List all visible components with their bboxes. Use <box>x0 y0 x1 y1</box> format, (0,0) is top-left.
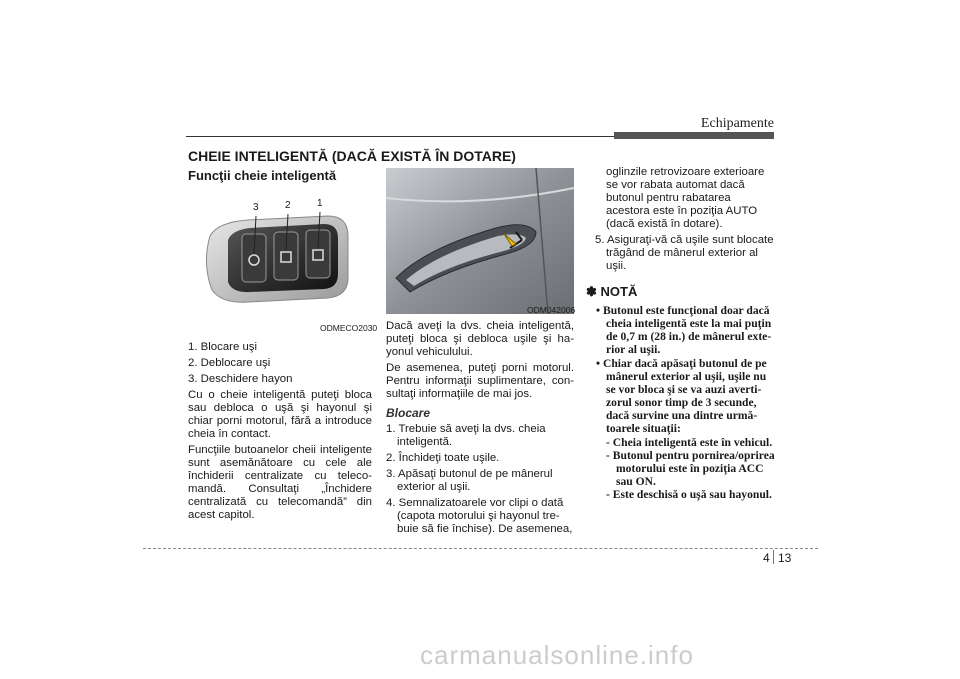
step-item: 1. Trebuie să aveţi la dvs. cheia inteligentă. <box>386 423 546 448</box>
smart-key-illustration <box>188 186 372 334</box>
blocare-heading: Blocare <box>386 406 431 420</box>
subheading: Funcţii cheie inteligentă <box>188 168 337 183</box>
list-item: 2. Deblocare uşi <box>188 357 271 369</box>
list-item: 1. Blocare uşi <box>188 341 258 353</box>
paragraph: De asemenea, puteţi porni motorul. Pentru informaţii suplimentare, consultaţi informaţiile de mai jos. <box>386 362 574 400</box>
note-title: ✽ NOTĂ <box>586 284 638 299</box>
section-title: CHEIE INTELIGENTĂ (DACĂ EXISTĂ ÎN DOTARE) <box>188 148 516 164</box>
door-handle-photo <box>386 168 574 314</box>
figure1-caption: ODMECO2030 <box>320 323 378 333</box>
smart-key-figure <box>188 186 372 334</box>
chapter-header-title: Echipamente <box>700 116 774 131</box>
note-dash-item: - Butonul pentru pornirea/oprirea motorului este în poziţia ACC sau ON. <box>606 449 775 488</box>
note-bullet: • Chiar dacă apăsaţi butonul de pe mânerul exterior al uşii, uşile nu se vor bloca şi se va auzi avertizorul sonor timp de 3 secunde, dacă survine una dintre următoarele situaţii: <box>596 357 767 435</box>
note-bullet: • Butonul este funcţional doar dacă cheia inteligentă este la mai puţin de 0,7 m (28 in.) de mânerul exterior al uşii. <box>596 304 772 356</box>
continued-text: oglinzile retrovizoare exterioare se vor rabata automat dacă butonul pentru rabatarea acestora este în poziţia AUTO (dacă există în dotare). <box>606 166 765 230</box>
step-item: 3. Apăsaţi butonul de pe mânerul exterior al uşii. <box>386 468 553 493</box>
footer-dashed-rule <box>143 548 818 549</box>
note-dash-item: - Este deschisă o uşă sau hayonul. <box>606 488 772 501</box>
button-number-3: 3 <box>253 202 259 213</box>
note-dash-item: - Cheia inteligentă este în vehicul. <box>606 436 773 449</box>
list-item: 3. Deschidere hayon <box>188 373 293 385</box>
footer-separator <box>773 550 774 564</box>
button-number-2: 2 <box>285 200 291 211</box>
step-item: 2. Închideţi toate uşile. <box>386 452 500 464</box>
header-bar <box>614 132 774 139</box>
step-item: 4. Semnalizatoarele vor clipi o dată (capota motorului şi hayonul trebuie să fie închise). De asemenea, <box>386 497 573 535</box>
note-block <box>586 304 776 501</box>
paragraph: Dacă aveţi la dvs. cheia inteligentă, puteţi bloca şi debloca uşile şi hayonul vehiculului. <box>386 320 574 358</box>
footer-page-number: 13 <box>778 551 792 565</box>
door-handle-figure <box>386 168 574 314</box>
button-number-1: 1 <box>317 198 323 209</box>
paragraph: Cu o cheie inteligentă puteţi bloca sau debloca o uşă şi hayonul şi chiar porni motorul, fără a introduce cheia în contact. <box>188 389 372 440</box>
step-item: 5. Asiguraţi-vă că uşile sunt blocate trăgând de mânerul exterior al uşii. <box>595 234 774 272</box>
paragraph: Funcţiile butoanelor cheii inteligente sunt asemănătoare cu cele ale închiderii centralizate cu telecomandă. Consultaţi „Închidere centralizată cu telecomandă” din acest capitol. <box>188 444 372 521</box>
column-3 <box>586 166 776 501</box>
column-1 <box>188 341 372 525</box>
footer-chapter-number: 4 <box>763 551 770 565</box>
figure2-caption: ODM042006 <box>527 305 576 315</box>
column-2 <box>386 320 574 539</box>
watermark: carmanualsonline.info <box>420 640 694 670</box>
header-rule <box>186 136 614 137</box>
